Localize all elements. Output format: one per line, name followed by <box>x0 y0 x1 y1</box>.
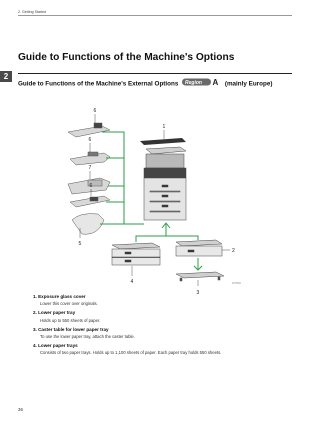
option-unit-top <box>68 123 110 137</box>
item-term: 2. Lower paper tray <box>33 310 76 316</box>
machine-body <box>144 147 186 220</box>
list-item <box>33 310 278 323</box>
callout-3: 3 <box>196 290 200 296</box>
item-description: Consists of two paper trays. Holds up to 1,100 sheets of paper. Each paper tray holds 550 sheets. <box>40 350 222 356</box>
item-description: To use the lower paper tray, attach the caster table. <box>40 333 135 339</box>
header-rule <box>18 15 292 16</box>
lower-paper-trays <box>112 243 160 265</box>
list-item <box>33 343 278 356</box>
chapter-tab-number: 2 <box>3 72 9 81</box>
callout-6a: 6 <box>93 108 97 114</box>
figure-code: DHT000 <box>232 282 241 285</box>
region-badge-label: Region <box>185 79 203 86</box>
item-term: 3. Caster table for lower paper tray <box>33 326 109 332</box>
lower-paper-tray <box>176 240 222 256</box>
running-header: 2. Getting Started <box>18 10 47 14</box>
page-number: 36 <box>18 407 23 412</box>
item-term: 1. Exposure glass cover <box>33 294 86 299</box>
option-unit-bottom <box>72 214 104 235</box>
item-term: 4. Lower paper trays <box>33 343 78 349</box>
section-heading-region: (mainly Europe) <box>224 80 273 88</box>
section-heading-text: Guide to Functions of the Machine's External Options <box>18 80 179 88</box>
exposure-glass-cover <box>140 138 186 145</box>
options-diagram <box>58 96 248 296</box>
callout-6b: 6 <box>88 137 92 143</box>
chapter-tab <box>0 71 12 82</box>
callout-2: 2 <box>232 248 235 254</box>
callout-7: 7 <box>88 165 92 171</box>
item-description: Holds up to 550 sheets of paper. <box>40 317 101 323</box>
item-description: Lower this cover over originals. <box>40 301 98 307</box>
callout-5: 5 <box>78 241 82 247</box>
region-badge-icon <box>182 78 222 90</box>
callout-4: 4 <box>130 279 134 285</box>
options-list <box>33 294 278 360</box>
option-unit-second <box>70 152 110 165</box>
section-heading <box>18 78 278 90</box>
caster-table <box>176 272 224 281</box>
callout-6c: 6 <box>89 183 93 189</box>
region-badge-letter: A <box>212 78 219 88</box>
section-rule <box>18 73 292 74</box>
option-unit-fourth <box>70 196 110 207</box>
list-item <box>33 294 278 307</box>
callout-1: 1 <box>162 124 166 130</box>
page-title: Guide to Functions of the Machine's Options <box>18 52 235 63</box>
list-item <box>33 327 278 340</box>
